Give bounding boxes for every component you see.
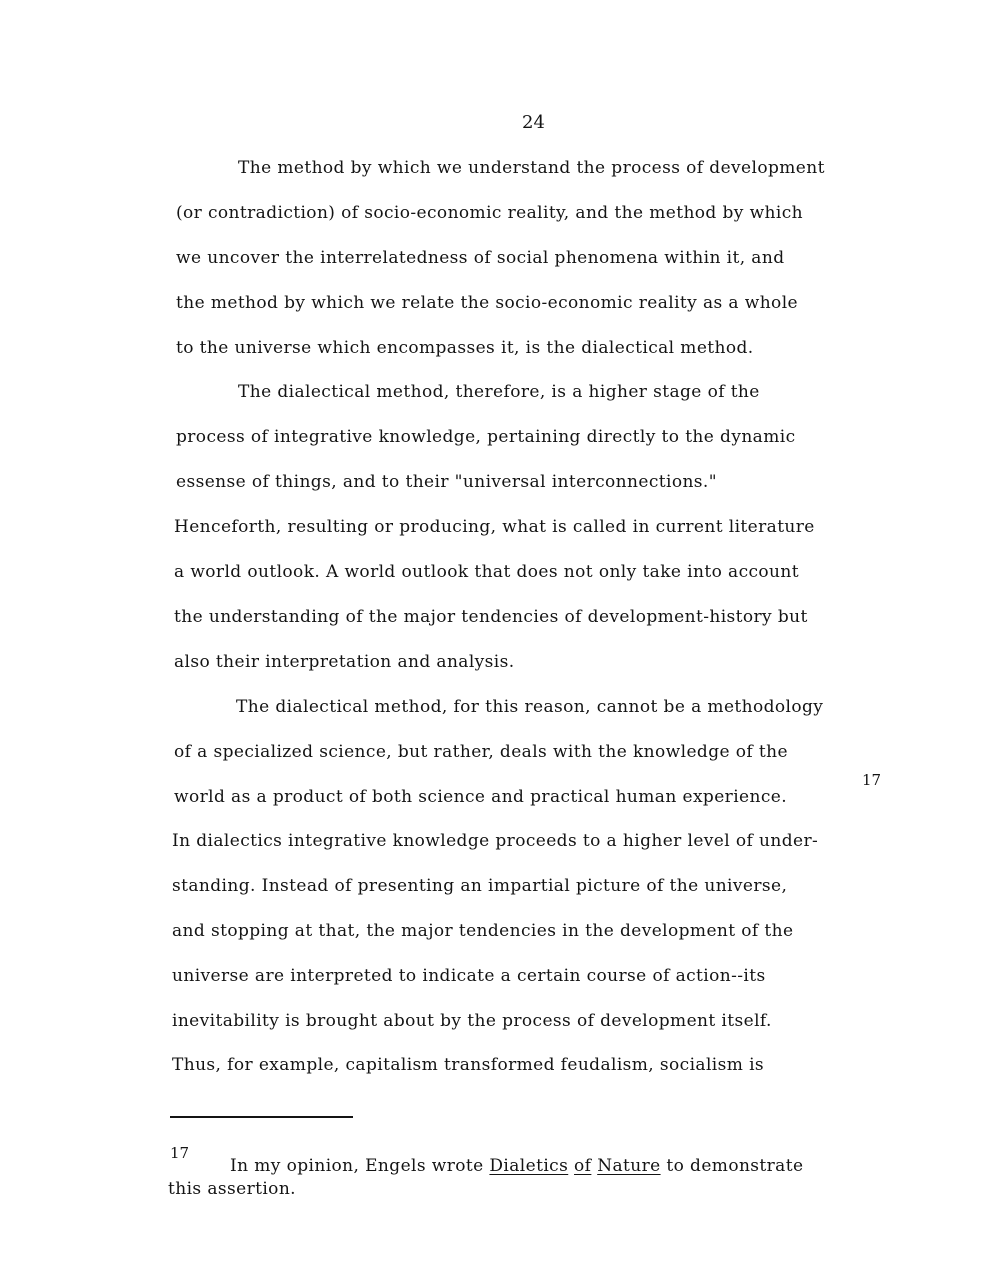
body-line: the understanding of the major tendencies of development-history but [174,607,808,627]
footnote-title-dialetics: Dialetics [489,1156,569,1176]
body-line: The method by which we understand the process of development [238,158,825,178]
body-line: we uncover the interrelatedness of social phenomena within it, and [176,248,785,268]
body-line: The dialectical method, therefore, is a higher stage of the [238,382,760,402]
body-line: world as a product of both science and practical human experience. [174,787,788,807]
body-line: (or contradiction) of socio-economic reality, and the method by which [176,203,804,223]
body-line: standing. Instead of presenting an impartial picture of the universe, [172,876,788,896]
body-line: and stopping at that, the major tendencies in the development of the [172,921,794,941]
footnote-separator [170,1116,353,1118]
body-line: universe are interpreted to indicate a certain course of action--its [172,966,766,986]
body-line: also their interpretation and analysis. [174,652,515,672]
footnote-reference: 17 [862,771,882,789]
body-line: to the universe which encompasses it, is the dialectical method. [176,338,754,358]
footnote-text-after: to demonstrate [660,1156,804,1176]
body-line: Henceforth, resulting or producing, what is called in current literature [174,517,815,537]
body-line: essense of things, and to their "universal interconnections." [176,472,717,492]
footnote-title-nature: Nature [597,1156,661,1176]
footnote-line-2: this assertion. [168,1179,296,1199]
body-line: Thus, for example, capitalism transformed feudalism, socialism is [172,1055,765,1075]
body-line: of a specialized science, but rather, deals with the knowledge of the [174,742,788,762]
page-number: 24 [522,112,545,133]
footnote-text-before: In my opinion, Engels wrote [230,1156,490,1176]
body-line: The dialectical method, for this reason, cannot be a methodology [236,697,824,717]
footnote-line [230,1156,803,1176]
body-line: a world outlook. A world outlook that does not only take into account [174,562,799,582]
footnote-marker: 17 [170,1144,190,1162]
footnote-title-of: of [574,1156,592,1176]
body-line: In dialectics integrative knowledge proceeds to a higher level of under- [172,831,819,851]
body-line: process of integrative knowledge, pertaining directly to the dynamic [176,427,796,447]
body-line: inevitability is brought about by the process of development itself. [172,1011,772,1031]
body-line: the method by which we relate the socio-economic reality as a whole [176,293,798,313]
